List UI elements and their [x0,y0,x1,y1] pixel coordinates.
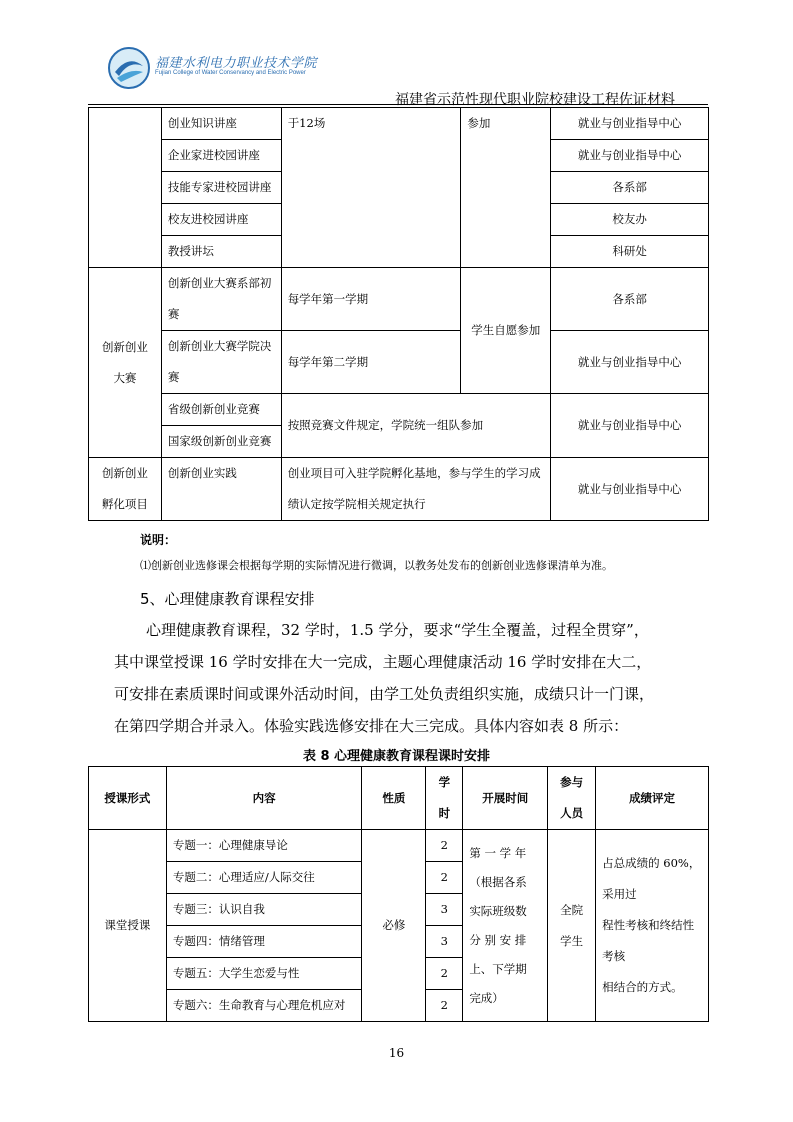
table-header-row [89,767,709,830]
psychology-course-table [88,766,709,1022]
item-line: 创新创业大赛系部初 [167,276,272,290]
table-cell: 各系部 [551,268,709,331]
header-cell [548,767,596,830]
header-cell: 内容 [166,767,362,830]
table-cell: 每学年第二学期 [281,331,461,394]
item-line: 赛 [167,370,180,384]
time-line: 完成） [469,990,504,1005]
table-cell: 2 [426,830,463,862]
table-cell: 就业与创业指导中心 [551,331,709,394]
table-cell [463,830,548,1022]
header-cell: 性质 [362,767,426,830]
header-rule [88,104,708,105]
note-item: ⑴创新创业选修课会根据每学期的实际情况进行微调，以教务处发布的创新创业选修课清单为准。 [140,559,613,572]
table-cell: 国家级创新创业竞赛 [161,426,281,458]
header-line: 参与 [560,775,584,789]
grade-line: 相结合的方式。 [602,980,683,994]
table-cell: 创新创业实践 [161,458,281,521]
paragraph-line: 其中课堂授课 16 学时安排在大一完成，主题心理健康活动 16 学时安排在大二， [114,653,652,671]
table-caption: 表 8 心理健康教育课程课时安排 [302,749,491,764]
header-line: 时 [438,806,451,820]
paragraph-line: 可安排在素质课时间或课外活动时间，由学工处负责组织实施，成绩只计一门课， [114,685,655,703]
table-cell: 科研处 [551,236,709,268]
table-cell [89,108,162,268]
table-cell: 技能专家进校园讲座 [161,172,281,204]
table-cell: 企业家进校园讲座 [161,140,281,172]
table-cell [281,458,551,521]
table-cell: 专题三：认识自我 [166,894,362,926]
college-emblem-icon [107,46,151,90]
table-cell: 于12场 [281,108,461,268]
table-cell: 参加 [461,108,551,268]
table-cell [161,268,281,331]
table-cell: 教授讲坛 [161,236,281,268]
header-cell [426,767,463,830]
time-line: 实际班级数 [469,903,527,918]
table-cell: 2 [426,862,463,894]
desc-line: 绩认定按学院相关规定执行 [287,497,426,511]
table-cell: 就业与创业指导中心 [551,108,709,140]
table-cell: 必修 [362,830,426,1022]
table-row [89,108,709,140]
table-row [89,394,709,426]
time-line: 上、下学期 [469,961,527,976]
table-cell: 学生自愿参加 [461,268,551,394]
header-title: 福建省示范性现代职业院校建设工程佐证材料 [395,92,675,108]
category-line: 创新创业 [101,339,148,354]
page-number: 16 [388,1046,405,1060]
item-line: 赛 [167,307,180,321]
college-logo-name: 福建水利电力职业技术学院 [155,56,318,71]
table-row [89,331,709,394]
category-line: 大赛 [113,370,137,385]
table-cell: 就业与创业指导中心 [551,140,709,172]
section-paragraph [114,614,674,742]
notes-title: 说明： [140,533,177,547]
table-cell: 就业与创业指导中心 [551,394,709,458]
category-line: 孵化项目 [101,497,148,511]
table-cell: 3 [426,926,463,958]
table-cell: 2 [426,990,463,1022]
college-logo-english: Fujian College of Water Conservancy and Electric Power [155,70,306,76]
table-cell: 校友办 [551,204,709,236]
time-line: 分 别 安 排 [469,932,527,947]
table-cell [596,830,709,1022]
time-line: 第 一 学 年 [469,845,527,860]
grade-line: 程性考核和终结性考核 [602,918,695,963]
item-line: 创新创业大赛学院决 [167,339,272,353]
header-line: 学 [438,775,451,789]
table-cell: 课堂授课 [89,830,167,1022]
innovation-activities-table [88,107,709,521]
category-line: 创新创业 [101,466,148,480]
table-cell: 校友进校园讲座 [161,204,281,236]
table-cell: 2 [426,958,463,990]
table-cell: 专题一：心理健康导论 [166,830,362,862]
table-cell: 省级创新创业竞赛 [161,394,281,426]
table-cell: 各系部 [551,172,709,204]
time-line: （根据各系 [469,874,527,889]
table-row [89,458,709,521]
section-heading: 5、心理健康教育课程安排 [140,590,315,608]
table-row [89,830,709,862]
people-line: 学生 [560,933,584,948]
paragraph-line: 在第四学期合并录入。体验实践选修安排在大三完成。具体内容如表 8 所示： [114,717,629,735]
header-line: 人员 [560,806,584,820]
table-cell [89,268,162,458]
table-cell: 专题二：心理适应/人际交往 [166,862,362,894]
header-cell: 成绩评定 [596,767,709,830]
people-line: 全院 [560,902,584,917]
table-cell: 每学年第一学期 [281,268,461,331]
table-cell: 就业与创业指导中心 [551,458,709,521]
desc-line: 创业项目可入驻学院孵化基地，参与学生的学习成 [287,466,541,480]
header-cell: 开展时间 [463,767,548,830]
table-cell [548,830,596,1022]
table-cell: 3 [426,894,463,926]
grade-line: 占总成绩的 60%，采用过 [602,856,701,901]
college-logo [107,46,318,92]
table-cell [89,458,162,521]
table-cell: 专题六：生命教育与心理危机应对 [166,990,362,1022]
table-row [89,268,709,331]
table-cell [161,331,281,394]
paragraph-line: 心理健康教育课程，32 学时，1.5 学分，要求“学生全覆盖，过程全贯穿”， [146,621,649,639]
table-cell: 按照竞赛文件规定，学院统一组队参加 [281,394,551,458]
header-cell: 授课形式 [89,767,167,830]
table-cell: 专题五：大学生恋爱与性 [166,958,362,990]
table-cell: 创业知识讲座 [161,108,281,140]
table-cell: 专题四：情绪管理 [166,926,362,958]
